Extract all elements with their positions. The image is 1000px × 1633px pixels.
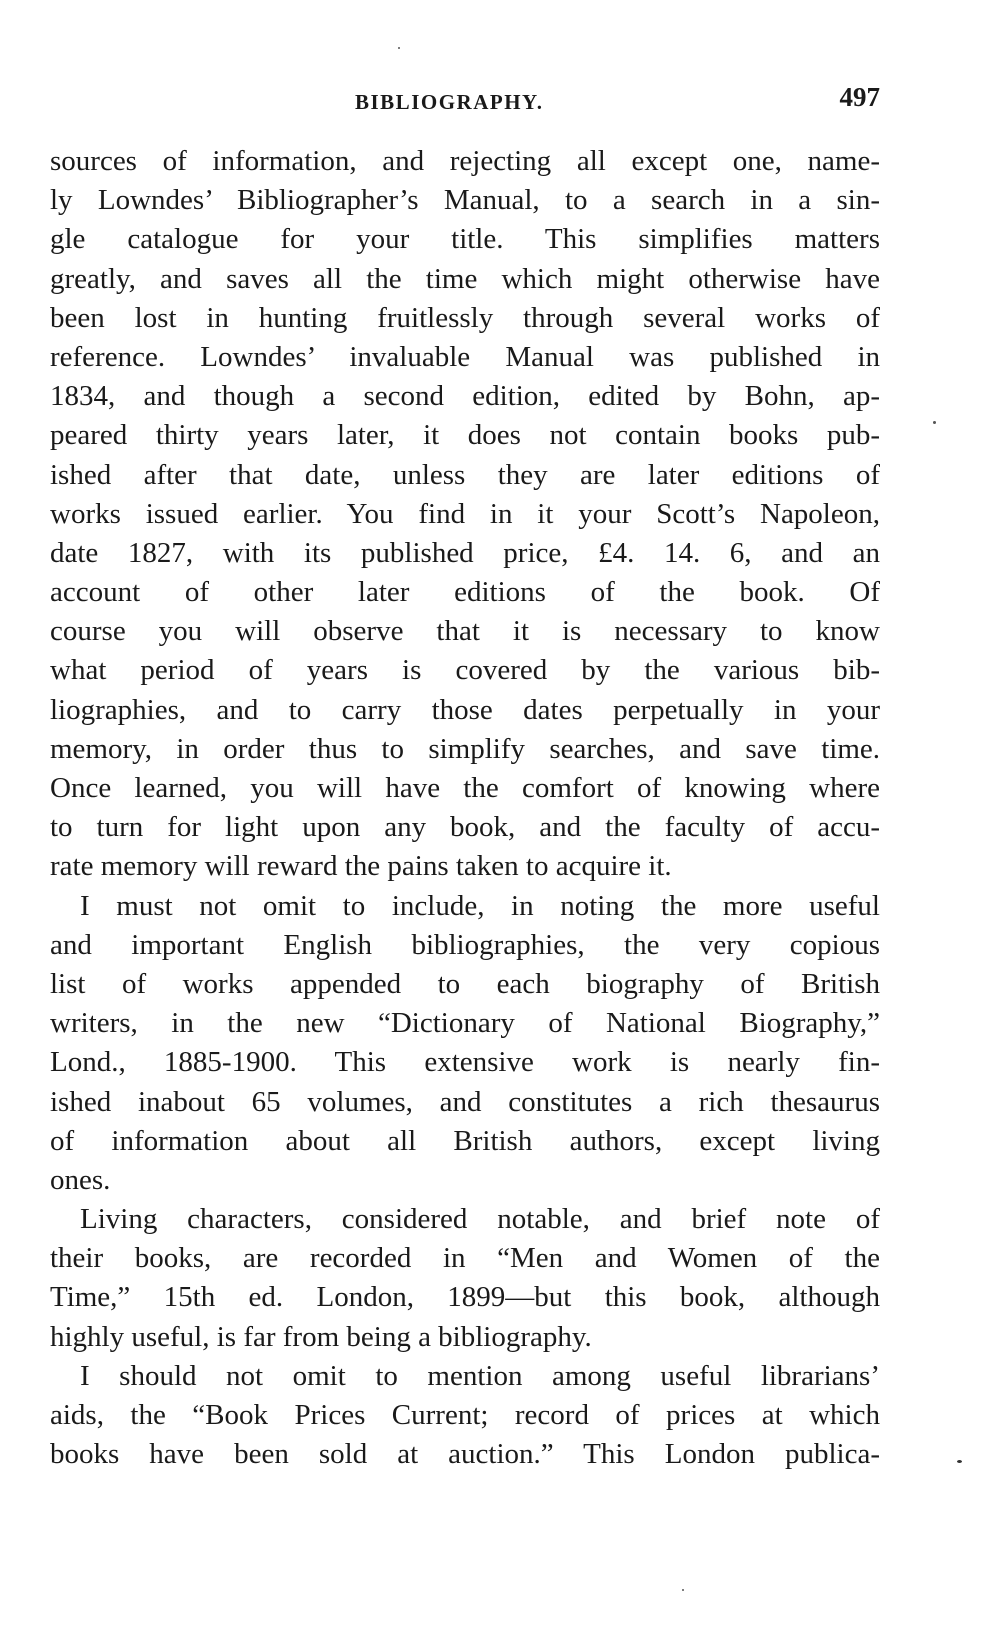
- text-line: what period of years is covered by the various bib-: [50, 654, 880, 687]
- text-line: been lost in hunting fruitlessly through several works of: [50, 301, 880, 334]
- text-line: works issued earlier. You find in it your Scott’s Napoleon,: [50, 497, 880, 530]
- text-line: list of works appended to each biography of British: [50, 967, 880, 1000]
- text-line: ished inabout 65 volumes, and constitutes a rich thesaurus: [50, 1085, 880, 1118]
- text-line: memory, in order thus to simplify searches, and save time.: [50, 732, 880, 765]
- text-line: rate memory will reward the pains taken to acquire it.: [50, 850, 672, 883]
- scan-speck: [398, 47, 400, 49]
- text-line: ones.: [50, 1163, 111, 1196]
- text-line: 1834, and though a second edition, edited by Bohn, ap-: [50, 380, 880, 413]
- paragraph-2: [50, 887, 880, 1201]
- text-line: account of other later editions of the book. Of: [50, 576, 880, 609]
- text-line: Time,” 15th ed. London, 1899—but this book, although: [50, 1281, 880, 1314]
- text-line: date 1827, with its published price, £4. 14. 6, and an: [50, 536, 880, 569]
- text-line: writers, in the new “Dictionary of National Biography,”: [50, 1007, 880, 1040]
- text-line: reference. Lowndes’ invaluable Manual was published in: [50, 340, 880, 373]
- text-line: their books, are recorded in “Men and Women of the: [50, 1242, 880, 1275]
- text-line: I should not omit to mention among useful librarians’: [80, 1359, 880, 1392]
- scan-speck: [933, 421, 936, 424]
- text-line: peared thirty years later, it does not contain books pub-: [50, 419, 880, 452]
- scan-speck: [682, 1589, 684, 1591]
- text-line: of information about all British authors, except living: [50, 1124, 880, 1157]
- text-line: and important English bibliographies, the very copious: [50, 928, 880, 961]
- text-line: Once learned, you will have the comfort of knowing where: [50, 772, 880, 804]
- paragraph-4: [50, 1357, 880, 1475]
- text-line: Lond., 1885-1900. This extensive work is nearly fin-: [50, 1046, 880, 1079]
- text-line: greatly, and saves all the time which might otherwise have: [50, 262, 880, 295]
- running-head-title: BIBLIOGRAPHY.: [355, 90, 544, 114]
- text-line: books have been sold at auction.” This London publica-: [50, 1438, 880, 1471]
- text-line: ly Lowndes’ Bibliographer’s Manual, to a search in a sin-: [50, 184, 880, 217]
- text-line: sources of information, and rejecting all except one, name-: [50, 145, 880, 177]
- text-line: highly useful, is far from being a bibliography.: [50, 1320, 592, 1353]
- text-line: to turn for light upon any book, and the faculty of accu-: [50, 811, 880, 844]
- page-number: 497: [839, 82, 880, 112]
- paragraph-1: [50, 142, 880, 887]
- text-line: Living characters, considered notable, and brief note of: [80, 1203, 880, 1236]
- text-line: I must not omit to include, in noting the more useful: [80, 889, 880, 922]
- running-head: [50, 80, 880, 120]
- text-line: aids, the “Book Prices Current; record of prices at which: [50, 1399, 880, 1431]
- text-line: gle catalogue for your title. This simplifies matters: [50, 223, 880, 256]
- paragraph-3: [50, 1200, 880, 1357]
- scan-speck: [957, 1460, 962, 1463]
- text-line: ished after that date, unless they are later editions of: [50, 458, 880, 491]
- body-text: [50, 142, 880, 1474]
- text-line: course you will observe that it is necessary to know: [50, 615, 880, 648]
- text-line: liographies, and to carry those dates perpetually in your: [50, 693, 880, 726]
